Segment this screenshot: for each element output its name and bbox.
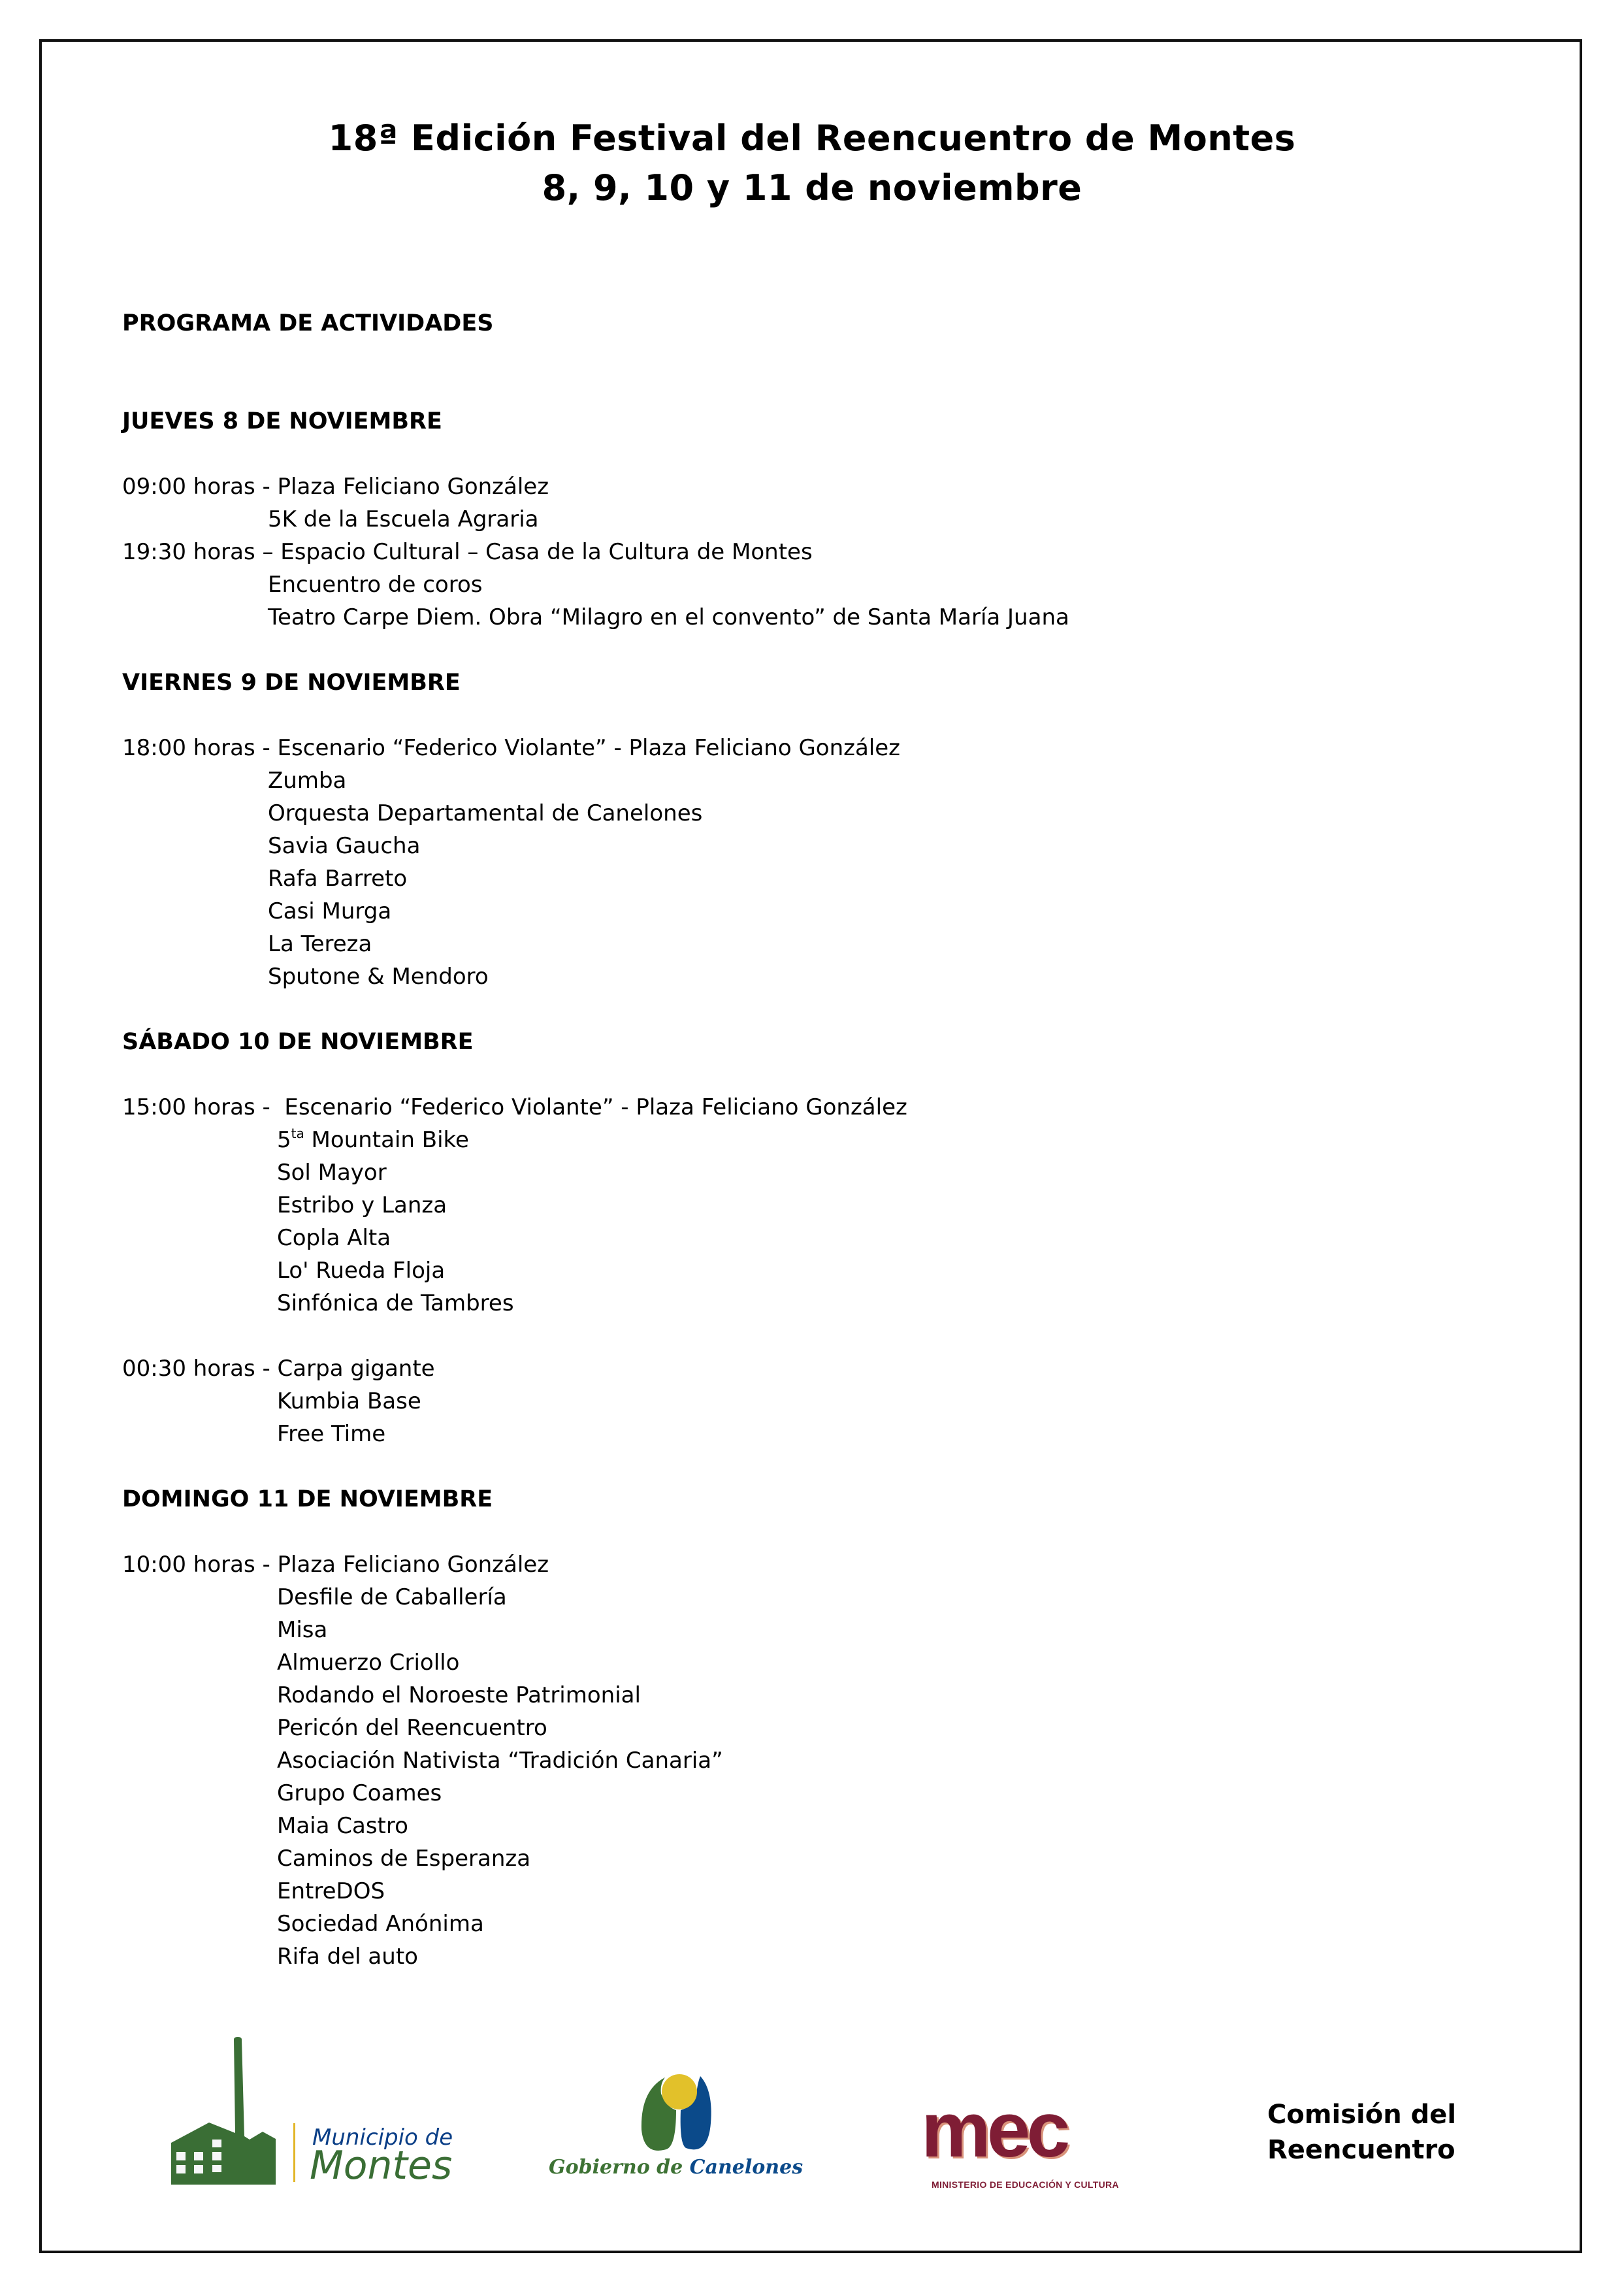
activity-item: Encuentro de coros <box>268 572 483 598</box>
schedule-block <box>122 1352 1494 1450</box>
municipio-montes-logo <box>171 2032 453 2189</box>
day-heading: DOMINGO 11 DE NOVIEMBRE <box>122 1486 493 1512</box>
activity-item: Zumba <box>268 768 347 794</box>
activity-item: Estribo y Lanza <box>277 1192 447 1218</box>
montes-label: Montes <box>310 2143 453 2189</box>
activity-item: Casi Murga <box>268 898 392 924</box>
activity-item: Grupo Coames <box>277 1780 442 1806</box>
activity-item: Teatro Carpe Diem. Obra “Milagro en el convento” de Santa María Juana <box>268 604 1069 630</box>
mec-logo <box>921 2086 1119 2190</box>
activity-item: Free Time <box>277 1421 386 1447</box>
activity-item: Sinfónica de Tambres <box>277 1290 514 1316</box>
day-thursday <box>122 405 1494 634</box>
canelones-label: Canelones <box>689 2156 804 2179</box>
comision-line-1: Comisión del <box>1267 2100 1457 2130</box>
activity-item: Maia Castro <box>277 1813 408 1839</box>
title-line-2: 8, 9, 10 y 11 de noviembre <box>542 167 1082 208</box>
time-venue-line: 15:00 horas - Escenario “Federico Violante” - Plaza Feliciano González <box>122 1094 907 1120</box>
activity-item <box>122 1124 1494 1156</box>
schedule-block <box>122 1548 1494 1973</box>
day-saturday <box>122 1026 1494 1450</box>
activity-name: Mountain Bike <box>304 1127 469 1153</box>
activity-item: Orquesta Departamental de Canelones <box>268 800 703 826</box>
mec-subtitle: MINISTERIO DE EDUCACIÓN Y CULTURA <box>932 2179 1119 2190</box>
document-title <box>0 114 1624 213</box>
activity-item: Lo' Rueda Floja <box>277 1258 446 1284</box>
day-friday <box>122 666 1494 993</box>
time-venue-line: 18:00 horas - Escenario “Federico Violante” - Plaza Feliciano González <box>122 735 901 761</box>
schedule-block <box>122 1091 1494 1320</box>
activity-item: Sputone & Mendoro <box>268 964 489 990</box>
time-venue-line: 09:00 horas - Plaza Feliciano González <box>122 474 549 500</box>
canelones-wordmark <box>549 2156 804 2179</box>
activity-item: Sol Mayor <box>277 1160 387 1186</box>
day-sunday <box>122 1483 1494 1973</box>
title-line-1: 18ª Edición Festival del Reencuentro de Montes <box>328 118 1296 159</box>
mec-wordmark: mec <box>921 2086 1067 2173</box>
schedule-block <box>122 732 1494 993</box>
day-heading: JUEVES 8 DE NOVIEMBRE <box>122 408 442 434</box>
program-heading: PROGRAMA DE ACTIVIDADES <box>122 310 494 336</box>
schedule-block <box>122 470 1494 536</box>
activity-item: Kumbia Base <box>277 1388 421 1414</box>
activity-item: Asociación Nativista “Tradición Canaria” <box>277 1748 723 1774</box>
comision-line-2: Reencuentro <box>1267 2135 1455 2165</box>
activity-item: Almuerzo Criollo <box>277 1650 460 1676</box>
activity-item: Savia Gaucha <box>268 833 421 859</box>
day-heading: SÁBADO 10 DE NOVIEMBRE <box>122 1029 474 1055</box>
time-venue-line: 00:30 horas - Carpa gigante <box>122 1356 435 1382</box>
comision-reencuentro-logo <box>1267 2097 1476 2169</box>
activity-item: Pericón del Reencuentro <box>277 1715 547 1741</box>
municipio-label: Municipio de <box>312 2124 453 2151</box>
ordinal-number: 5 <box>277 1127 291 1153</box>
factory-icon <box>171 2032 282 2189</box>
activity-item: Misa <box>277 1617 328 1643</box>
activity-item: Desfile de Caballería <box>277 1584 507 1610</box>
activity-item: La Tereza <box>268 931 372 957</box>
schedule-block <box>122 536 1494 634</box>
program-content <box>122 307 1494 1973</box>
time-venue-line: 19:30 horas – Espacio Cultural – Casa de la Cultura de Montes <box>122 539 813 565</box>
time-venue-line: 10:00 horas - Plaza Feliciano González <box>122 1552 549 1578</box>
activity-item: Caminos de Esperanza <box>277 1846 531 1872</box>
activity-item: Copla Alta <box>277 1225 391 1251</box>
activity-item: Sociedad Anónima <box>277 1911 484 1937</box>
logo-separator <box>293 2123 295 2182</box>
activity-item: Rafa Barreto <box>268 866 408 892</box>
activity-item: EntreDOS <box>277 1878 385 1904</box>
ordinal-suffix: ta <box>291 1126 304 1141</box>
gobierno-de-label: Gobierno de <box>549 2156 690 2179</box>
activity-item: Rifa del auto <box>277 1944 418 1970</box>
activity-item: Rodando el Noroeste Patrimonial <box>277 1682 641 1708</box>
canelones-emblem-icon <box>549 2071 797 2156</box>
day-heading: VIERNES 9 DE NOVIEMBRE <box>122 670 461 696</box>
activity-item: 5K de la Escuela Agraria <box>268 506 539 532</box>
gobierno-canelones-logo <box>549 2071 804 2189</box>
